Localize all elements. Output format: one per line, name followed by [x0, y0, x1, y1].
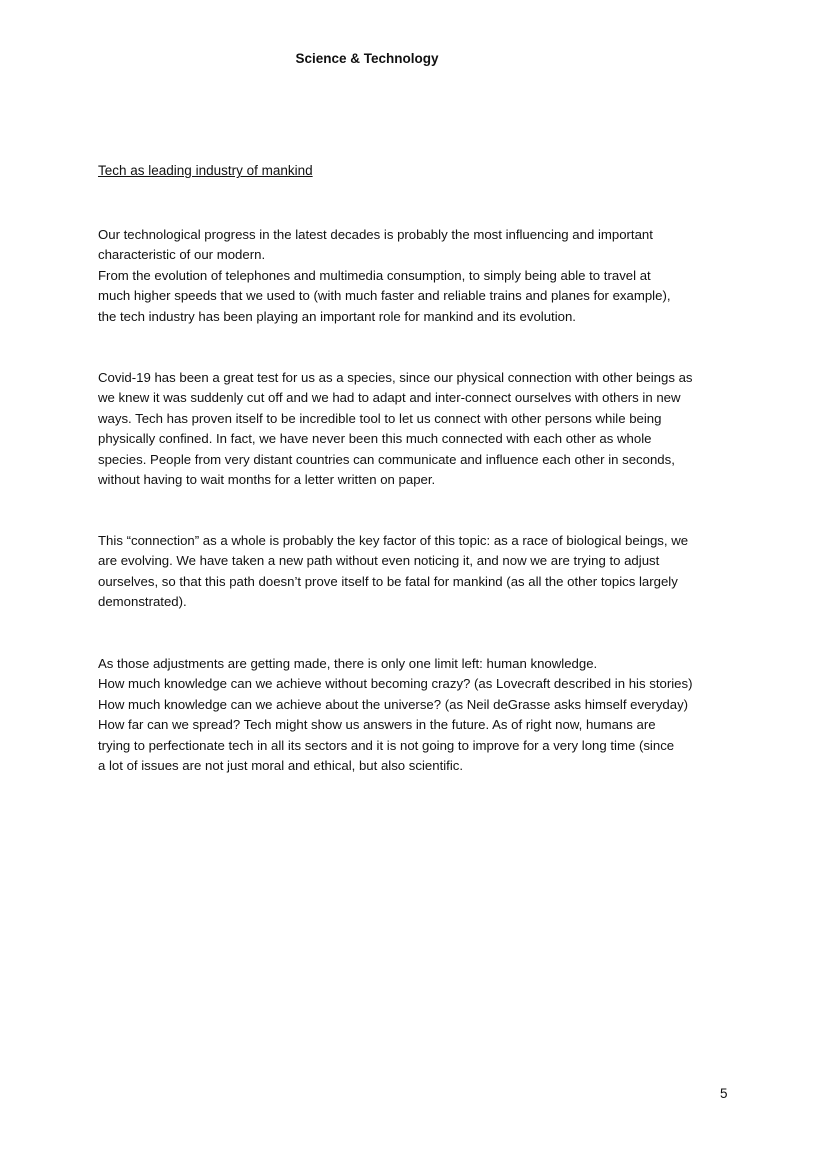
paragraph-line: Covid-19 has been a great test for us as a species, since our physical connection with other beings as — [98, 370, 693, 385]
paragraph-line: This “connection” as a whole is probably the key factor of this topic: as a race of biological beings, we — [98, 533, 689, 548]
paragraph-3 — [98, 531, 738, 613]
paragraph-line: How much knowledge can we achieve without becoming crazy? (as Lovecraft described in his stories) — [98, 676, 693, 692]
section-heading: Tech as leading industry of mankind — [98, 163, 313, 178]
page-number: 5 — [720, 1086, 728, 1101]
paragraph-line: Our technological progress in the latest decades is probably the most influencing and important — [98, 227, 653, 242]
paragraph-line: characteristic of our modern. — [98, 247, 266, 263]
paragraph-1 — [98, 225, 738, 327]
paragraph-2 — [98, 368, 738, 490]
paragraph-line: the tech industry has been playing an important role for mankind and its evolution. — [98, 308, 576, 324]
paragraph-line: How much knowledge can we achieve about the universe? (as Neil deGrasse asks himself everyday) — [98, 696, 689, 712]
paragraph-line: ways. Tech has proven itself to be incredible tool to let us connect with other persons while being — [98, 410, 662, 426]
paragraph-4 — [98, 654, 738, 776]
paragraph-line: much higher speeds that we used to (with much faster and reliable trains and planes for example), — [98, 288, 671, 304]
paragraph-line: species. People from very distant countries can communicate and influence each other in seconds, — [98, 451, 675, 467]
paragraph-line: physically confined. In fact, we have never been this much connected with each other as whole — [98, 431, 652, 447]
paragraph-line: are evolving. We have taken a new path without even noticing it, and now we are trying to adjust — [98, 553, 660, 569]
page-header-title: Science & Technology — [295, 51, 439, 66]
paragraph-line: demonstrated). — [98, 594, 187, 610]
paragraph-line: As those adjustments are getting made, there is only one limit left: human knowledge. — [98, 656, 598, 671]
paragraph-line: we knew it was suddenly cut off and we had to adapt and inter-connect ourselves with others in new — [98, 390, 681, 406]
paragraph-line: a lot of issues are not just moral and ethical, but also scientific. — [98, 758, 464, 774]
paragraph-line: ourselves, so that this path doesn’t prove itself to be fatal for mankind (as all the other topics largely — [98, 573, 678, 589]
paragraph-line: trying to perfectionate tech in all its sectors and it is not going to improve for a very long time (since — [98, 737, 675, 753]
paragraph-line: How far can we spread? Tech might show us answers in the future. As of right now, humans are — [98, 717, 656, 733]
paragraph-line: without having to wait months for a letter written on paper. — [98, 472, 436, 488]
paragraph-line: From the evolution of telephones and multimedia consumption, to simply being able to travel at — [98, 267, 651, 283]
